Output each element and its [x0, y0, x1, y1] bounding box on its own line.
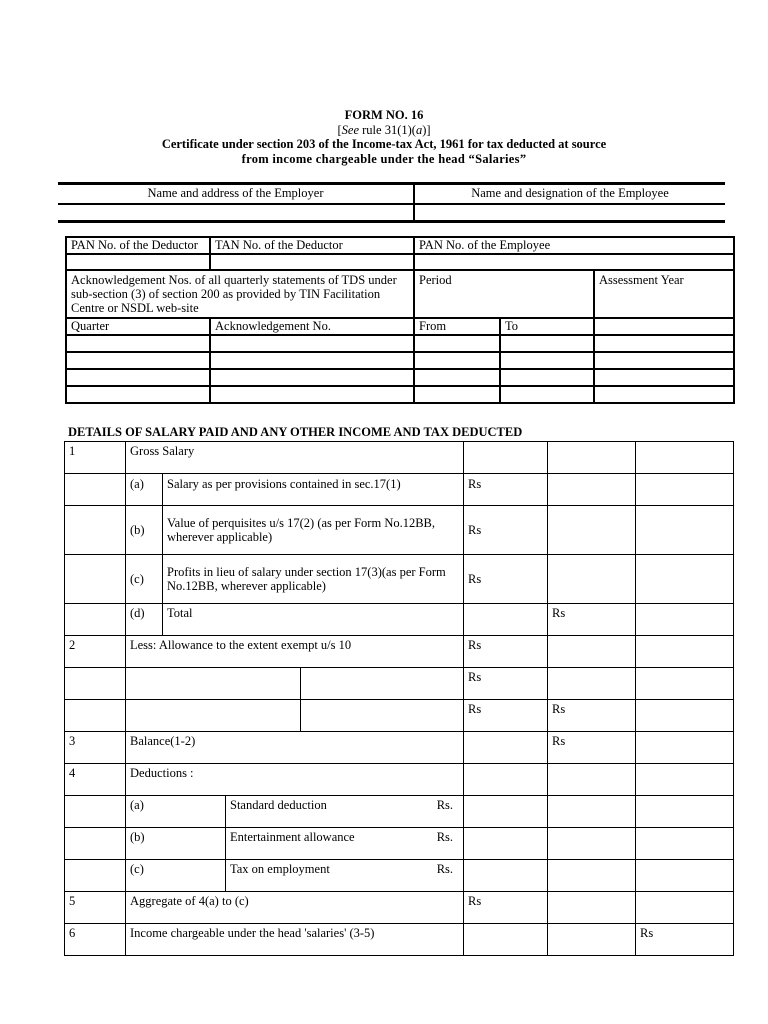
- item-letter: (b): [126, 828, 226, 860]
- blank-cell: [65, 555, 126, 604]
- standard-deduction-label: Standard deduction: [226, 796, 363, 828]
- rs-label: Rs: [636, 924, 734, 956]
- value-cell[interactable]: [636, 764, 734, 796]
- row-number: 4: [65, 764, 126, 796]
- row-number: 2: [65, 636, 126, 668]
- rs-label: Rs: [464, 700, 548, 732]
- from-label: From: [414, 318, 500, 335]
- certificate-title: Certificate under section 203 of the Income-tax Act, 1961 for tax deducted at source: [161, 137, 607, 151]
- value-cell[interactable]: [636, 828, 734, 860]
- value-cell[interactable]: [636, 892, 734, 924]
- blank-cell: [65, 668, 126, 700]
- row-number: 5: [65, 892, 126, 924]
- ack-no-label: Acknowledgement No.: [210, 318, 414, 335]
- value-cell[interactable]: [636, 700, 734, 732]
- item-letter: (d): [126, 604, 163, 636]
- ack-description: Acknowledgement Nos. of all quarterly statements of TDS under sub-section (3) of section 200 as provided by TIN Facilitation Centre or NSDL web-site: [66, 270, 414, 318]
- tax-on-employment-label: Tax on employment: [226, 860, 363, 892]
- blank-cell: [65, 604, 126, 636]
- salary-details-table: [64, 441, 734, 956]
- value-cell[interactable]: [548, 668, 636, 700]
- value-cell[interactable]: [464, 860, 548, 892]
- from-cell[interactable]: [414, 335, 500, 352]
- allowance-exempt-label: Less: Allowance to the extent exempt u/s 10: [126, 636, 464, 668]
- rs-label: Rs: [464, 892, 548, 924]
- item-letter: (b): [126, 506, 163, 555]
- to-cell[interactable]: [500, 386, 594, 403]
- blank-cell: [65, 828, 126, 860]
- value-cell[interactable]: [636, 604, 734, 636]
- period-label: Period: [414, 270, 594, 318]
- rs-label: Rs.: [363, 828, 464, 860]
- value-cell[interactable]: [636, 442, 734, 474]
- rs-label: Rs.: [363, 860, 464, 892]
- ay-cell[interactable]: [594, 369, 734, 386]
- salary-section-title: DETAILS OF SALARY PAID AND ANY OTHER INCOME AND TAX DEDUCTED: [68, 425, 523, 439]
- value-cell[interactable]: [464, 604, 548, 636]
- income-chargeable-label: Income chargeable under the head 'salaries' (3-5): [126, 924, 464, 956]
- employee-label: Name and designation of the Employee: [414, 184, 725, 205]
- row-number: 1: [65, 442, 126, 474]
- item-letter: (c): [126, 860, 226, 892]
- value-cell[interactable]: [636, 860, 734, 892]
- ay-cell[interactable]: [594, 386, 734, 403]
- value-cell[interactable]: [548, 636, 636, 668]
- value-cell[interactable]: [636, 668, 734, 700]
- rs-label: Rs: [548, 732, 636, 764]
- quarter-cell[interactable]: [66, 386, 210, 403]
- allowance-amount-cell[interactable]: [301, 700, 464, 732]
- blank-cell: [65, 700, 126, 732]
- ack-no-cell[interactable]: [210, 386, 414, 403]
- value-cell[interactable]: [464, 732, 548, 764]
- ack-no-cell[interactable]: [210, 352, 414, 369]
- value-cell[interactable]: [548, 860, 636, 892]
- pan-tan-table: [65, 236, 735, 404]
- allowance-amount-cell[interactable]: [301, 668, 464, 700]
- ack-no-cell[interactable]: [210, 335, 414, 352]
- total-label: Total: [163, 604, 464, 636]
- tan-deductor-value[interactable]: [210, 254, 414, 270]
- assessment-year-label: Assessment Year: [594, 270, 734, 318]
- allowance-name-cell[interactable]: [126, 700, 301, 732]
- value-cell[interactable]: [548, 828, 636, 860]
- ack-no-cell[interactable]: [210, 369, 414, 386]
- value-cell[interactable]: [548, 796, 636, 828]
- allowance-name-cell[interactable]: [126, 668, 301, 700]
- to-cell[interactable]: [500, 352, 594, 369]
- tan-deductor-label: TAN No. of the Deductor: [210, 237, 414, 254]
- rule-reference: [See rule 31(1)(a)]: [337, 123, 431, 137]
- from-cell[interactable]: [414, 386, 500, 403]
- item-letter: (a): [126, 796, 226, 828]
- gross-salary-label: Gross Salary: [126, 442, 464, 474]
- value-cell[interactable]: [636, 474, 734, 506]
- value-cell[interactable]: [548, 764, 636, 796]
- value-cell[interactable]: [548, 506, 636, 555]
- pan-employee-value[interactable]: [414, 254, 734, 270]
- entertainment-allowance-label: Entertainment allowance: [226, 828, 363, 860]
- certificate-subtitle: from income chargeable under the head “Salaries”: [241, 152, 527, 166]
- from-cell[interactable]: [414, 369, 500, 386]
- value-cell[interactable]: [548, 474, 636, 506]
- pan-deductor-value[interactable]: [66, 254, 210, 270]
- value-cell[interactable]: [464, 442, 548, 474]
- balance-label: Balance(1-2): [126, 732, 464, 764]
- value-cell[interactable]: [636, 555, 734, 604]
- value-cell[interactable]: [548, 555, 636, 604]
- value-cell[interactable]: [548, 442, 636, 474]
- value-cell[interactable]: [636, 636, 734, 668]
- value-cell[interactable]: [464, 796, 548, 828]
- rs-label: Rs.: [363, 796, 464, 828]
- ay-cell[interactable]: [594, 335, 734, 352]
- blank-cell: [65, 796, 126, 828]
- profits-lieu-label: Profits in lieu of salary under section 17(3)(as per Form No.12BB, wherever applicable): [163, 555, 464, 604]
- item-letter: (c): [126, 555, 163, 604]
- quarter-cell[interactable]: [66, 352, 210, 369]
- employer-value[interactable]: [58, 204, 414, 222]
- assessment-year-value[interactable]: [594, 318, 734, 335]
- rs-label: Rs: [464, 668, 548, 700]
- value-cell[interactable]: [548, 924, 636, 956]
- pan-employee-label: PAN No. of the Employee: [414, 237, 734, 254]
- row-number: 6: [65, 924, 126, 956]
- ay-cell[interactable]: [594, 352, 734, 369]
- from-cell[interactable]: [414, 352, 500, 369]
- blank-cell: [65, 506, 126, 555]
- value-cell[interactable]: [464, 828, 548, 860]
- value-cell[interactable]: [636, 732, 734, 764]
- value-cell[interactable]: [548, 892, 636, 924]
- quarter-label: Quarter: [66, 318, 210, 335]
- employee-value[interactable]: [414, 204, 725, 222]
- rs-label: Rs: [548, 700, 636, 732]
- value-cell[interactable]: [464, 764, 548, 796]
- blank-cell: [65, 474, 126, 506]
- salary-17-1-label: Salary as per provisions contained in sec.17(1): [163, 474, 464, 506]
- rs-label: Rs: [548, 604, 636, 636]
- employer-employee-table: [58, 182, 725, 223]
- to-cell[interactable]: [500, 369, 594, 386]
- rs-label: Rs: [464, 555, 548, 604]
- quarter-cell[interactable]: [66, 335, 210, 352]
- value-cell[interactable]: [636, 506, 734, 555]
- row-number: 3: [65, 732, 126, 764]
- form-number: FORM NO. 16: [344, 108, 424, 122]
- quarter-cell[interactable]: [66, 369, 210, 386]
- perquisites-label: Value of perquisites u/s 17(2) (as per Form No.12BB, wherever applicable): [163, 506, 464, 555]
- item-letter: (a): [126, 474, 163, 506]
- rs-label: Rs: [464, 506, 548, 555]
- to-label: To: [500, 318, 594, 335]
- aggregate-label: Aggregate of 4(a) to (c): [126, 892, 464, 924]
- pan-deductor-label: PAN No. of the Deductor: [66, 237, 210, 254]
- value-cell[interactable]: [464, 924, 548, 956]
- blank-cell: [65, 860, 126, 892]
- to-cell[interactable]: [500, 335, 594, 352]
- rs-label: Rs: [464, 474, 548, 506]
- value-cell[interactable]: [636, 796, 734, 828]
- rs-label: Rs: [464, 636, 548, 668]
- deductions-label: Deductions :: [126, 764, 464, 796]
- employer-label: Name and address of the Employer: [58, 184, 414, 205]
